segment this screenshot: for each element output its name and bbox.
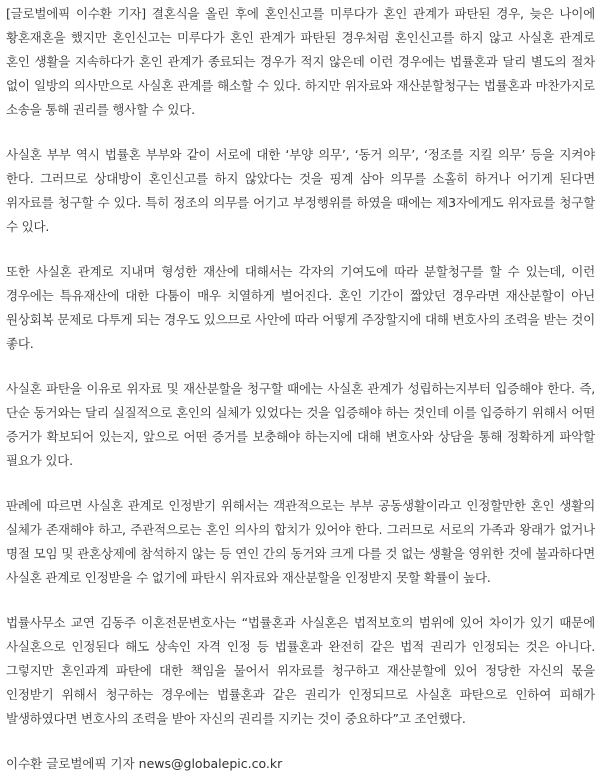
byline: 이수환 글로벌에픽 기자 news@globalepic.co.kr bbox=[6, 756, 283, 771]
paragraph-lawyer-quote: 법률사무소 교연 김동주 이혼전문변호사는 “법률혼과 사실혼은 법적보호의 범위에 있어 차이가 있기 때문에 사실혼으로 인정된다 해도 상속인 자격 인정 등 법률혼과 완전히 같은 법적 권리가 인정되는 것은 아니다. 그렇지만 혼인과계 파탄에 대한 책임을 물어서 위자료를 청구하고 재산분할에 있어 정당한 자신의 몫을 인정받기 위해서 청구하는 경우에는 법률혼과 같은 권리가 인정되므로 사실혼 파탄으로 인하여 피해가 발생하였다면 변호사의 조력을 받아 자신의 권리를 지키는 것이 중요하다”고 조언했다. bbox=[6, 615, 595, 726]
paragraph-duties: 사실혼 부부 역시 법률혼 부부와 같이 서로에 대한 ‘부양 의무’, ‘동거 의무’, ‘정조를 지킬 의무’ 등을 지켜야 한다. 그러므로 상대방이 혼인신고를 하지 않았다는 것을 핑계 삼아 의무를 소홀히 하거나 어기게 된다면 위자료를 청구할 수 있다. 특히 정조의 의무를 어기고 부정행위를 하였을 때에는 제3자에게도 위자료를 청구할 수 있다. bbox=[6, 147, 595, 234]
paragraph-proof: 사실혼 파탄을 이유로 위자료 및 재산분할을 청구할 때에는 사실혼 관계가 성립하는지부터 입증해야 한다. 즉, 단순 동거와는 달리 실질적으로 혼인의 실체가 있었다는 것을 입증해야 하는 것인데 이를 입증하기 위해서 어떤 증거가 확보되어 있는지, 앞으로 어떤 증거를 보충해야 하는지에 대해 변호사와 상담을 통해 정확하게 파악할 필요가 있다. bbox=[6, 381, 595, 468]
paragraph-property: 또한 사실혼 관계로 지내며 형성한 재산에 대해서는 각자의 기여도에 따라 분할청구를 할 수 있는데, 이런 경우에는 특유재산에 대한 다툼이 매우 치열하게 벌어진다. 혼인 기간이 짧았던 경우라면 재산분할이 아닌 원상회복 문제로 다투게 되는 경우도 있으므로 사안에 따라 어떻게 주장할지에 대해 변호사의 조력을 받는 것이 좋다. bbox=[6, 264, 595, 351]
paragraph-intro: [글로벌에픽 이수환 기자] 결혼식을 올린 후에 혼인신고를 미루다가 혼인 관계가 파탄된 경우, 늦은 나이에 황혼재혼을 했지만 혼인신고는 미루다가 혼인 관계가 파탄된 경우처럼 혼인신고를 하지 않고 사실혼 관계로 혼인 생활을 지속하다가 혼인 관계가 종료되는 경우가 적지 않은데 이런 경우에는 법률혼과 달리 별도의 절차 없이 일방의 의사만으로 사실혼 관계를 해소할 수 있다. 하지만 위자료와 재산분할청구는 법률혼과 마찬가지로 소송을 통해 권리를 행사할 수 있다. bbox=[6, 6, 595, 117]
paragraph-precedent: 판례에 따르면 사실혼 관계로 인정받기 위해서는 객관적으로는 부부 공동생활이라고 인정할만한 혼인 생활의 실체가 존재해야 하고, 주관적으로는 혼인 의사의 합치가 있어야 한다. 그러므로 서로의 가족과 왕래가 없거나 명절 모임 및 관혼상제에 참석하지 않는 등 연인 간의 동거와 크게 다를 것 없는 생활을 영위한 것에 불과하다면 사실혼 관계로 인정받을 수 없기에 파탄시 위자료와 재산분할을 인정받지 못할 확률이 높다. bbox=[6, 498, 595, 585]
